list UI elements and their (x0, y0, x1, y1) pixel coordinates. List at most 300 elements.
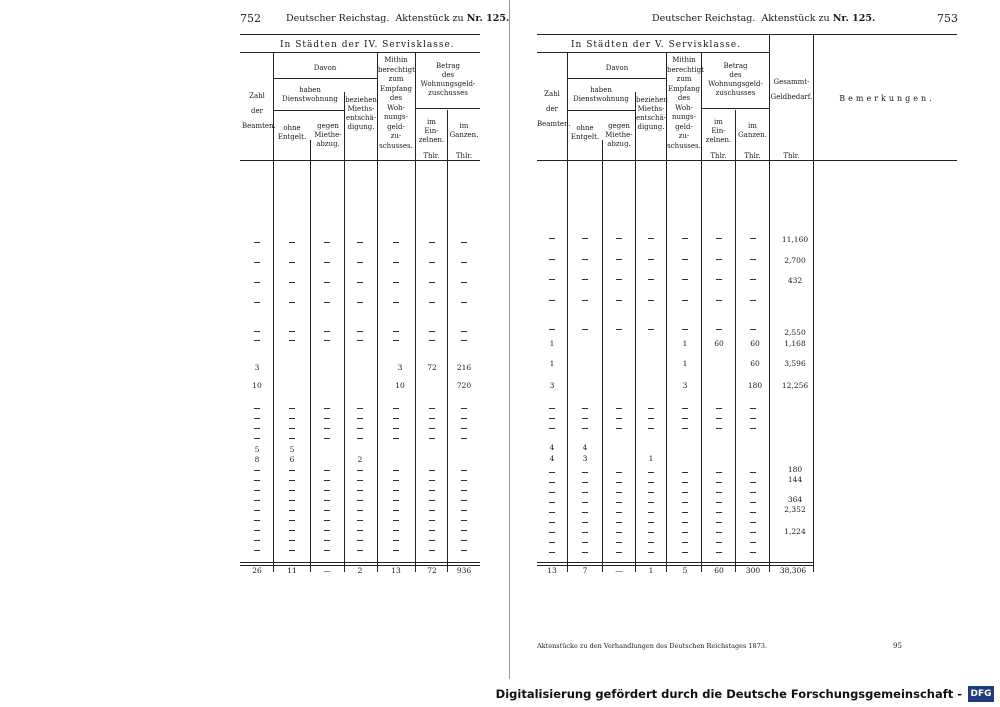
table-cell: 5 (289, 445, 295, 454)
empty-cell-dash (616, 279, 622, 280)
empty-cell-dash (682, 408, 688, 409)
empty-cell-dash (682, 532, 688, 533)
empty-cell-dash (648, 502, 654, 503)
empty-cell-dash (289, 418, 295, 419)
empty-cell-dash (682, 522, 688, 523)
empty-cell-dash (682, 492, 688, 493)
empty-cell-dash (582, 408, 588, 409)
empty-cell-dash (716, 472, 722, 473)
empty-cell-dash (750, 329, 756, 330)
header-haben: haben Dienstwohnung (573, 86, 629, 103)
empty-cell-dash (582, 542, 588, 543)
empty-cell-dash (682, 238, 688, 239)
empty-cell-dash (393, 331, 399, 332)
empty-cell-dash (549, 329, 555, 330)
empty-cell-dash (549, 279, 555, 280)
empty-cell-dash (254, 282, 260, 283)
empty-cell-dash (393, 510, 399, 511)
empty-cell-dash (324, 418, 330, 419)
empty-cell-dash (616, 428, 622, 429)
empty-cell-dash (682, 418, 688, 419)
empty-cell-dash (393, 302, 399, 303)
table-cell: 1 (549, 339, 555, 348)
empty-cell-dash (357, 418, 363, 419)
empty-cell-dash (324, 480, 330, 481)
empty-cell-dash (716, 502, 722, 503)
empty-cell-dash (750, 300, 756, 301)
table-cell: 10 (252, 381, 262, 390)
empty-cell-dash (357, 510, 363, 511)
empty-cell-dash (582, 259, 588, 260)
empty-cell-dash (616, 300, 622, 301)
empty-cell-dash (648, 428, 654, 429)
empty-cell-dash (616, 482, 622, 483)
empty-cell-dash (357, 242, 363, 243)
empty-cell-dash (429, 331, 435, 332)
total-cell: 60 (714, 566, 724, 575)
table-cell: 8 (254, 455, 260, 464)
empty-cell-dash (648, 552, 654, 553)
empty-cell-dash (357, 262, 363, 263)
empty-cell-dash (461, 282, 467, 283)
empty-cell-dash (461, 262, 467, 263)
empty-cell-dash (616, 418, 622, 419)
empty-cell-dash (582, 472, 588, 473)
table-cell: 72 (427, 363, 437, 372)
empty-cell-dash (289, 282, 295, 283)
document-number: Nr. 125. (832, 13, 876, 24)
empty-cell-dash (549, 300, 555, 301)
empty-cell-dash (289, 500, 295, 501)
empty-cell-dash (429, 550, 435, 551)
empty-cell-dash (324, 550, 330, 551)
table-cell: 216 (456, 363, 472, 372)
empty-cell-dash (289, 530, 295, 531)
empty-cell-dash (716, 482, 722, 483)
empty-cell-dash (549, 492, 555, 493)
empty-cell-dash (549, 428, 555, 429)
empty-cell-dash (716, 300, 722, 301)
empty-cell-dash (429, 408, 435, 409)
empty-cell-dash (289, 470, 295, 471)
table-cell: 3 (682, 381, 688, 390)
empty-cell-dash (393, 340, 399, 341)
empty-cell-dash (393, 550, 399, 551)
table-cell: 60 (714, 339, 724, 348)
empty-cell-dash (716, 522, 722, 523)
left-page (240, 0, 510, 590)
empty-cell-dash (682, 300, 688, 301)
empty-cell-dash (616, 512, 622, 513)
total-cell: 38,306 (779, 566, 807, 575)
empty-cell-dash (393, 470, 399, 471)
empty-cell-dash (716, 418, 722, 419)
header-ohne: ohne Entgelt. (277, 124, 307, 141)
header-gegen: gegen Miethe- abzug. (314, 122, 342, 148)
gesammt-value: 144 (787, 475, 803, 484)
total-cell: — (615, 566, 623, 575)
empty-cell-dash (648, 492, 654, 493)
empty-cell-dash (324, 428, 330, 429)
empty-cell-dash (289, 540, 295, 541)
dfg-banner-text: Digitalisierung gefördert durch die Deutsche Forschungsgemeinschaft - (495, 687, 962, 701)
empty-cell-dash (750, 279, 756, 280)
empty-cell-dash (429, 428, 435, 429)
empty-cell-dash (461, 510, 467, 511)
header-gegen: gegen Miethe- abzug. (605, 122, 633, 148)
empty-cell-dash (289, 428, 295, 429)
empty-cell-dash (750, 238, 756, 239)
header-ganzen: im Ganzen. (449, 122, 479, 139)
total-cell: 26 (252, 566, 262, 575)
empty-cell-dash (461, 331, 467, 332)
empty-cell-dash (254, 530, 260, 531)
empty-cell-dash (648, 522, 654, 523)
header-einzelnen: im Ein- zelnen. (705, 118, 732, 144)
gesammt-value: 432 (787, 276, 803, 285)
empty-cell-dash (357, 550, 363, 551)
header-bemerkungen: Bemerkungen. (839, 94, 935, 103)
empty-cell-dash (648, 482, 654, 483)
header-gesammt: Gesammt- Geldbedarf. (770, 78, 813, 101)
empty-cell-dash (716, 552, 722, 553)
empty-cell-dash (254, 480, 260, 481)
header-mithin: Mithin berechtigt zum Empfang des Woh- nungs- geld- zu- schusses. (378, 56, 415, 150)
empty-cell-dash (616, 552, 622, 553)
empty-cell-dash (357, 438, 363, 439)
header-betrag: Betrag des Wohnungsgeld- zuschusses (708, 62, 763, 97)
empty-cell-dash (582, 428, 588, 429)
empty-cell-dash (429, 530, 435, 531)
empty-cell-dash (616, 329, 622, 330)
empty-cell-dash (289, 550, 295, 551)
empty-cell-dash (461, 530, 467, 531)
section-title-right: In Städten der V. Servisklasse. (571, 40, 742, 50)
empty-cell-dash (461, 480, 467, 481)
empty-cell-dash (289, 302, 295, 303)
empty-cell-dash (254, 340, 260, 341)
empty-cell-dash (289, 520, 295, 521)
empty-cell-dash (648, 542, 654, 543)
empty-cell-dash (648, 300, 654, 301)
empty-cell-dash (750, 532, 756, 533)
table-cell: 3 (549, 381, 555, 390)
empty-cell-dash (682, 279, 688, 280)
empty-cell-dash (357, 408, 363, 409)
gesammt-value: 1,224 (784, 527, 806, 536)
empty-cell-dash (716, 542, 722, 543)
empty-cell-dash (393, 428, 399, 429)
empty-cell-dash (393, 242, 399, 243)
empty-cell-dash (582, 238, 588, 239)
table-cell: 180 (747, 381, 763, 390)
total-cell: 2 (357, 566, 363, 575)
table-cell: 1 (648, 454, 654, 463)
empty-cell-dash (549, 502, 555, 503)
empty-cell-dash (429, 490, 435, 491)
empty-cell-dash (357, 282, 363, 283)
header-zahl: Zahl der Beamten. (242, 92, 276, 130)
empty-cell-dash (616, 492, 622, 493)
empty-cell-dash (324, 470, 330, 471)
empty-cell-dash (357, 331, 363, 332)
gesammt-value: 12,256 (781, 381, 809, 390)
empty-cell-dash (716, 532, 722, 533)
table-cell: 3 (254, 363, 260, 372)
empty-cell-dash (582, 502, 588, 503)
empty-cell-dash (682, 552, 688, 553)
header-beziehen: beziehen Mieths- entschä- digung. (345, 96, 377, 131)
empty-cell-dash (357, 470, 363, 471)
empty-cell-dash (682, 502, 688, 503)
table-cell: 1 (682, 339, 688, 348)
unit-thlr: Thlr. (455, 152, 473, 160)
gesammt-value: 1,168 (784, 339, 806, 348)
empty-cell-dash (750, 542, 756, 543)
empty-cell-dash (357, 480, 363, 481)
running-title-right (652, 13, 875, 24)
empty-cell-dash (254, 520, 260, 521)
gesammt-value: 364 (787, 495, 803, 504)
page-number-right: 753 (937, 12, 958, 25)
total-cell: 1 (648, 566, 654, 575)
empty-cell-dash (324, 540, 330, 541)
unit-thlr: Thlr. (423, 152, 440, 160)
empty-cell-dash (716, 329, 722, 330)
document-ref: Aktenstück zu (761, 13, 830, 24)
empty-cell-dash (254, 408, 260, 409)
empty-cell-dash (616, 522, 622, 523)
empty-cell-dash (289, 510, 295, 511)
empty-cell-dash (357, 490, 363, 491)
empty-cell-dash (648, 408, 654, 409)
empty-cell-dash (716, 428, 722, 429)
empty-cell-dash (429, 340, 435, 341)
gesammt-value: 2,550 (784, 328, 806, 337)
empty-cell-dash (582, 532, 588, 533)
empty-cell-dash (750, 502, 756, 503)
gesammt-value: 2,352 (784, 505, 806, 514)
table-cell: 4 (549, 454, 555, 463)
page-number-left: 752 (240, 12, 261, 25)
table-cell: 4 (549, 443, 555, 452)
document-ref: Aktenstück zu (395, 13, 464, 24)
running-title-text: Deutscher Reichstag. (286, 13, 390, 24)
empty-cell-dash (461, 418, 467, 419)
empty-cell-dash (648, 279, 654, 280)
empty-cell-dash (549, 418, 555, 419)
empty-cell-dash (357, 530, 363, 531)
unit-thlr: Thlr. (783, 152, 800, 160)
empty-cell-dash (393, 282, 399, 283)
table-cell: 1 (682, 359, 688, 368)
empty-cell-dash (582, 279, 588, 280)
empty-cell-dash (616, 532, 622, 533)
unit-thlr: Thlr. (710, 152, 727, 160)
total-cell: 936 (456, 566, 472, 575)
empty-cell-dash (682, 472, 688, 473)
total-cell: — (323, 566, 331, 575)
table-cell: 2 (357, 455, 363, 464)
empty-cell-dash (750, 408, 756, 409)
table-cell: 10 (395, 381, 405, 390)
empty-cell-dash (429, 302, 435, 303)
empty-cell-dash (324, 331, 330, 332)
empty-cell-dash (549, 532, 555, 533)
empty-cell-dash (549, 552, 555, 553)
table-cell: 3 (582, 454, 588, 463)
table-cell: 3 (397, 363, 403, 372)
empty-cell-dash (716, 259, 722, 260)
empty-cell-dash (289, 331, 295, 332)
empty-cell-dash (429, 418, 435, 419)
header-ganzen: im Ganzen. (738, 122, 767, 139)
empty-cell-dash (324, 242, 330, 243)
header-mithin: Mithin berechtigt zum Empfang des Woh- nungs- geld- zu- schusses. (667, 56, 704, 150)
empty-cell-dash (254, 262, 260, 263)
header-einzelnen: im Ein- zelnen. (418, 118, 445, 144)
empty-cell-dash (682, 542, 688, 543)
empty-cell-dash (716, 512, 722, 513)
empty-cell-dash (549, 542, 555, 543)
empty-cell-dash (289, 242, 295, 243)
empty-cell-dash (461, 540, 467, 541)
footer-note: Aktenstücke zu den Verhandlungen des Deutschen Reichstages 1873. (537, 642, 768, 650)
empty-cell-dash (324, 510, 330, 511)
empty-cell-dash (254, 510, 260, 511)
total-cell: 7 (582, 566, 588, 575)
empty-cell-dash (750, 512, 756, 513)
empty-cell-dash (750, 428, 756, 429)
empty-cell-dash (461, 302, 467, 303)
empty-cell-dash (289, 480, 295, 481)
empty-cell-dash (582, 300, 588, 301)
empty-cell-dash (461, 520, 467, 521)
empty-cell-dash (616, 502, 622, 503)
empty-cell-dash (289, 408, 295, 409)
empty-cell-dash (549, 512, 555, 513)
total-cell: 72 (427, 566, 437, 575)
gesammt-value: 3,596 (784, 359, 806, 368)
header-beziehen: beziehen Mieths- entschä- digung. (636, 96, 668, 131)
empty-cell-dash (289, 490, 295, 491)
empty-cell-dash (393, 418, 399, 419)
empty-cell-dash (750, 472, 756, 473)
section-title-left: In Städten der IV. Servisklasse. (280, 40, 455, 50)
empty-cell-dash (616, 408, 622, 409)
empty-cell-dash (254, 540, 260, 541)
empty-cell-dash (461, 470, 467, 471)
empty-cell-dash (357, 520, 363, 521)
empty-cell-dash (254, 470, 260, 471)
empty-cell-dash (289, 262, 295, 263)
footer-number: 95 (893, 642, 902, 650)
empty-cell-dash (461, 550, 467, 551)
empty-cell-dash (393, 480, 399, 481)
empty-cell-dash (682, 482, 688, 483)
empty-cell-dash (429, 282, 435, 283)
total-cell: 13 (547, 566, 557, 575)
empty-cell-dash (716, 279, 722, 280)
empty-cell-dash (716, 492, 722, 493)
empty-cell-dash (254, 500, 260, 501)
empty-cell-dash (648, 512, 654, 513)
empty-cell-dash (254, 490, 260, 491)
empty-cell-dash (254, 418, 260, 419)
total-cell: 5 (682, 566, 688, 575)
empty-cell-dash (429, 438, 435, 439)
total-cell: 300 (745, 566, 761, 575)
empty-cell-dash (549, 259, 555, 260)
empty-cell-dash (648, 329, 654, 330)
empty-cell-dash (461, 490, 467, 491)
empty-cell-dash (393, 500, 399, 501)
header-zahl: Zahl der Beamten. (537, 90, 571, 128)
empty-cell-dash (429, 500, 435, 501)
empty-cell-dash (750, 552, 756, 553)
table-cell: 1 (549, 359, 555, 368)
empty-cell-dash (324, 302, 330, 303)
gesammt-value: 180 (787, 465, 803, 474)
table-cell: 60 (750, 359, 760, 368)
table-cell: 60 (750, 339, 760, 348)
right-page (537, 0, 967, 660)
empty-cell-dash (324, 490, 330, 491)
table-cell: 720 (456, 381, 472, 390)
empty-cell-dash (461, 242, 467, 243)
empty-cell-dash (393, 262, 399, 263)
empty-cell-dash (324, 520, 330, 521)
header-ohne: ohne Entgelt. (570, 124, 600, 141)
empty-cell-dash (716, 238, 722, 239)
empty-cell-dash (324, 530, 330, 531)
empty-cell-dash (429, 470, 435, 471)
empty-cell-dash (254, 550, 260, 551)
empty-cell-dash (429, 480, 435, 481)
empty-cell-dash (254, 428, 260, 429)
empty-cell-dash (616, 472, 622, 473)
empty-cell-dash (254, 438, 260, 439)
empty-cell-dash (750, 482, 756, 483)
page-gutter (509, 0, 510, 690)
empty-cell-dash (716, 408, 722, 409)
empty-cell-dash (549, 482, 555, 483)
empty-cell-dash (582, 492, 588, 493)
gesammt-value: 2,700 (784, 256, 806, 265)
total-cell: 13 (391, 566, 401, 575)
empty-cell-dash (429, 540, 435, 541)
empty-cell-dash (393, 520, 399, 521)
empty-cell-dash (461, 408, 467, 409)
empty-cell-dash (429, 242, 435, 243)
empty-cell-dash (357, 428, 363, 429)
empty-cell-dash (549, 408, 555, 409)
empty-cell-dash (393, 540, 399, 541)
empty-cell-dash (750, 418, 756, 419)
empty-cell-dash (582, 418, 588, 419)
running-title-text: Deutscher Reichstag. (652, 13, 756, 24)
empty-cell-dash (648, 418, 654, 419)
empty-cell-dash (750, 492, 756, 493)
empty-cell-dash (324, 408, 330, 409)
empty-cell-dash (254, 331, 260, 332)
empty-cell-dash (393, 438, 399, 439)
empty-cell-dash (324, 340, 330, 341)
empty-cell-dash (324, 500, 330, 501)
empty-cell-dash (648, 532, 654, 533)
empty-cell-dash (582, 482, 588, 483)
empty-cell-dash (324, 262, 330, 263)
